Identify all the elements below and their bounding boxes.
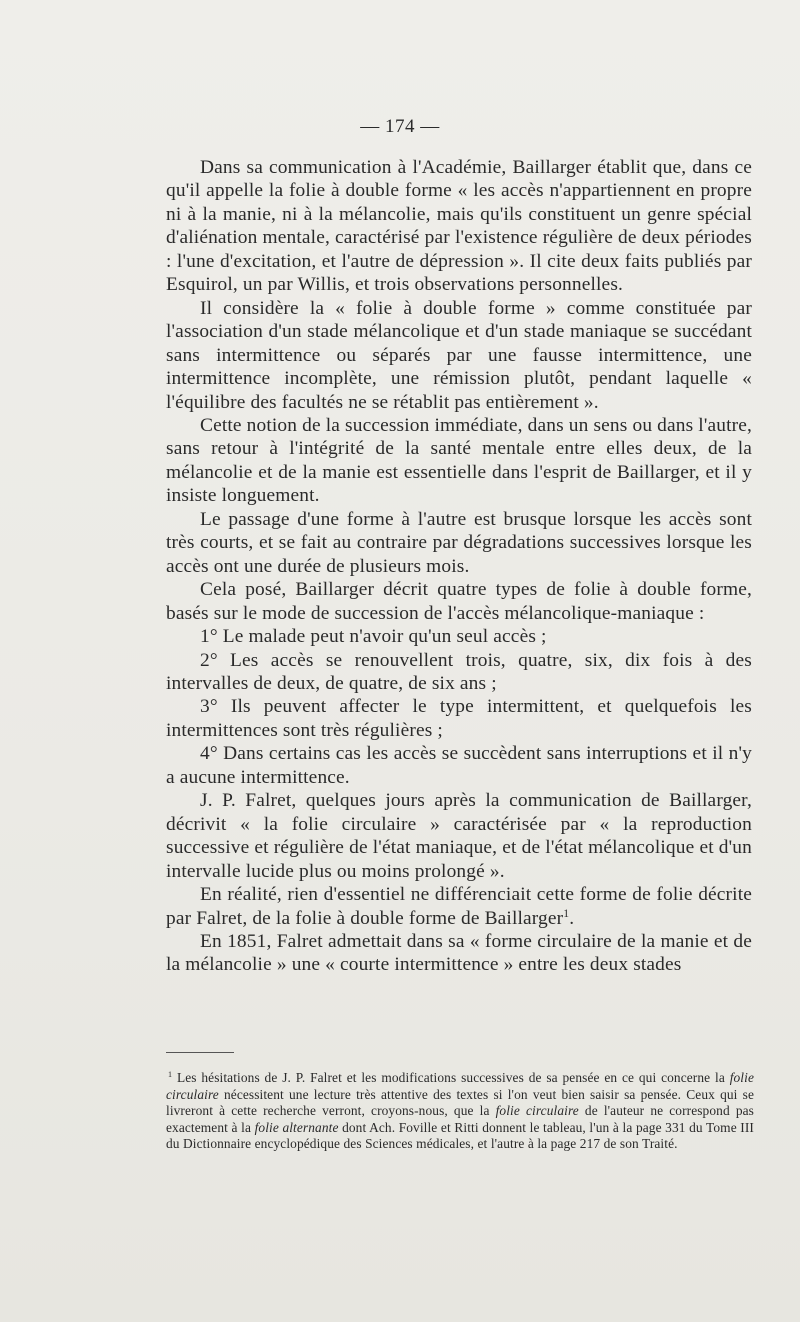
footnote-text: dont Ach. Foville et Ritti donnent le tableau, l'un à la page 331 du Tome III du Dictionnaire encyclopédique des Sciences médicales, et l'autre à la page 217 de son Traité.	[166, 1119, 754, 1152]
footnotes	[166, 1070, 754, 1153]
footnote-text: de l'auteur ne correspond pas exactement à la	[166, 1103, 754, 1135]
footnote-marker: 1	[168, 1070, 173, 1080]
paragraph: Cette notion de la succession immédiate, dans un sens ou dans l'autre, sans retour à l'intégrité de la santé mentale entre elles deux, de la mélancolie et de la manie est essentielle dans l'esprit de Baillarger, et il y insiste longuement.	[166, 414, 752, 507]
footnote-italic: folie circulaire	[495, 1103, 579, 1119]
footnote	[166, 1070, 754, 1153]
paragraph-text: En réalité, rien d'essentiel ne différenciait cette forme de folie décrite par Falret, de la folie à double forme de Baillarger	[166, 884, 752, 929]
paragraph-with-note: En réalité, rien d'essentiel ne différenciait cette forme de folie décrite par Falret, de la folie à double forme de Baillarger$^1$.	[166, 884, 752, 929]
paragraph: En 1851, Falret admettait dans sa « forme circulaire de la manie et de la mélancolie » une « courte intermittence » entre les deux stades	[166, 930, 752, 976]
footnote-reference: 1	[563, 906, 570, 920]
paragraph: J. P. Falret, quelques jours après la communication de Baillarger, décrivit « la folie circulaire » caractérisée par « la reproduction successive et régulière de l'état maniaque, et de l'état mélancolique et d'un intervalle lucide plus ou moins prolongé ».	[166, 790, 752, 882]
list-item: 4° Dans certains cas les accès se succèdent sans interruptions et il n'y a aucune intermittence.	[166, 743, 752, 788]
footnote-text: nécessitent une lecture très attentive des textes si l'on veut bien saisir sa pensée. Ceux qui se livreront à cette recherche verront, croyons-nous, que la	[166, 1086, 754, 1119]
footnote-italic: folie circulaire	[166, 1070, 754, 1102]
footnote-divider	[166, 1052, 234, 1053]
paragraph: Le passage d'une forme à l'autre est brusque lorsque les accès sont très courts, et se fait au contraire par dégradations successives lorsque les accès ont une durée de plusieurs mois.	[166, 508, 752, 577]
main-text	[166, 156, 752, 977]
paragraph: Dans sa communication à l'Académie, Baillarger établit que, dans ce qu'il appelle la folie à double forme « les accès n'appartiennent en propre ni à la manie, ni à la mélancolie, mais qu'ils constituent un genre spécial d'aliénation mentale, caractérisé par l'existence régulière de deux périodes : l'une d'excitation, et l'autre de dépression ». Il cite deux faits publiés par Esquirol, un par Willis, et trois observations personnelles.	[166, 157, 752, 296]
list-item: 2° Les accès se renouvellent trois, quatre, six, dix fois à des intervalles de deux, de quatre, de six ans ;	[166, 649, 752, 694]
list-item: 1° Le malade peut n'avoir qu'un seul accès ;	[200, 626, 547, 648]
footnote-italic: folie alternante	[254, 1119, 339, 1135]
paragraph: Cela posé, Baillarger décrit quatre types de folie à double forme, basés sur le mode de succession de l'accès mélancolique-maniaque :	[166, 579, 752, 624]
paragraph: Il considère la « folie à double forme » comme constituée par l'association d'un stade mélancolique et d'un stade maniaque se succédant sans intermittence ou séparés par une fausse intermittence, une intermittence incomplète, une rémission plutôt, pendant laquelle « l'équilibre des facultés ne se rétablit pas entièrement ».	[166, 297, 752, 413]
page-number: — 174 —	[360, 116, 440, 137]
footnote-text: Les hésitations de J. P. Falret et les modifications successives de sa pensée en ce qui concerne la	[176, 1070, 725, 1085]
list-item: 3° Ils peuvent affecter le type intermittent, et quelquefois les intermittences sont très régulières ;	[166, 696, 752, 741]
